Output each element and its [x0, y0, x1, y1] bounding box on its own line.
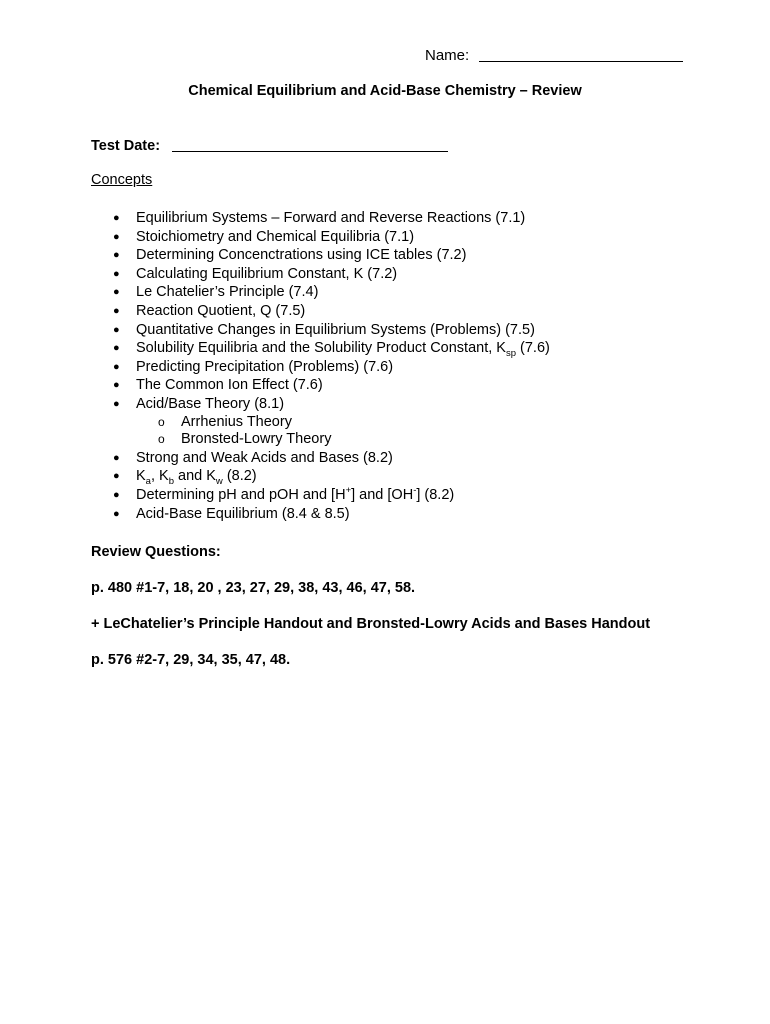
name-label: Name:: [425, 47, 470, 64]
bullet-icon: ●: [113, 212, 120, 224]
concepts-heading: Concepts: [91, 172, 153, 188]
bullet-icon: ●: [113, 304, 120, 317]
bullet-icon: ●: [113, 451, 120, 464]
page-title: Chemical Equilibrium and Acid-Base Chemistry – Review: [188, 83, 582, 99]
bullet-icon: ●: [113, 249, 120, 262]
hollow-bullet-icon: o: [158, 414, 165, 429]
list-item: ● Equilibrium Systems – Forward and Reverse Reactions (7.1): [113, 210, 526, 226]
review-line-p576: p. 576 #2-7, 29, 34, 35, 47, 48.: [91, 652, 291, 668]
bullet-icon: ●: [113, 397, 120, 410]
bullet-icon: ●: [113, 230, 120, 243]
list-item-ksp: ● Solubility Equilibria and the Solubility Product Constant, $K_{sp}$ (7.6): [113, 340, 550, 360]
bullet-icon: ●: [113, 360, 120, 373]
list-item: ● Acid-Base Equilibrium (8.4 & 8.5): [113, 505, 350, 522]
list-item: ● Stoichiometry and Chemical Equilibria (7.1): [113, 228, 415, 245]
list-item-ph: ● Determining pH and pOH and [H+] and [OH-] (8.2): [113, 485, 455, 503]
list-item: ● Quantitative Changes in Equilibrium Systems (Problems) (7.5): [113, 321, 535, 338]
bullet-icon: ●: [113, 507, 120, 520]
bullet-icon: ●: [113, 379, 120, 392]
bullet-icon: ●: [113, 323, 120, 336]
list-item: ● Le Chatelier’s Principle (7.4): [113, 284, 319, 301]
list-item: ● Predicting Precipitation (Problems) (7.6): [113, 358, 394, 375]
review-questions-heading: Review Questions:: [91, 544, 221, 560]
list-item: ● Reaction Quotient, Q (7.5): [113, 302, 306, 319]
test-date-blank-line[interactable]: [172, 137, 448, 152]
list-item-constants: ● $K_a$, $K_b$ and $K_w$ (8.2): [113, 468, 257, 488]
name-blank-line[interactable]: [479, 47, 683, 62]
list-item: ● Strong and Weak Acids and Bases (8.2): [113, 449, 393, 466]
bullet-icon: ●: [113, 488, 120, 501]
list-item: ● Calculating Equilibrium Constant, K (7.2): [113, 265, 398, 282]
name-field-row: [425, 47, 683, 64]
sub-list-item: o Bronsted-Lowry Theory: [158, 431, 332, 448]
bullet-icon: ●: [113, 470, 120, 483]
review-line-p480: p. 480 #1-7, 18, 20 , 23, 27, 29, 38, 43, 46, 47, 58.: [91, 580, 416, 596]
test-date-label: Test Date:: [91, 138, 161, 154]
hollow-bullet-icon: o: [158, 432, 165, 447]
list-item: ● The Common Ion Effect (7.6): [113, 377, 323, 394]
test-date-row: [91, 137, 448, 154]
bullet-icon: ●: [113, 286, 120, 299]
review-line-handouts: + LeChatelier’s Principle Handout and Bronsted-Lowry Acids and Bases Handout: [91, 616, 651, 632]
bullet-icon: ●: [113, 342, 120, 355]
sub-list-item: o Arrhenius Theory: [158, 413, 292, 430]
bullet-icon: ●: [113, 267, 120, 280]
concepts-list: [113, 209, 550, 523]
list-item: ● Determining Concenctrations using ICE tables (7.2): [113, 247, 467, 264]
list-item: ● Acid/Base Theory (8.1): [113, 395, 285, 412]
